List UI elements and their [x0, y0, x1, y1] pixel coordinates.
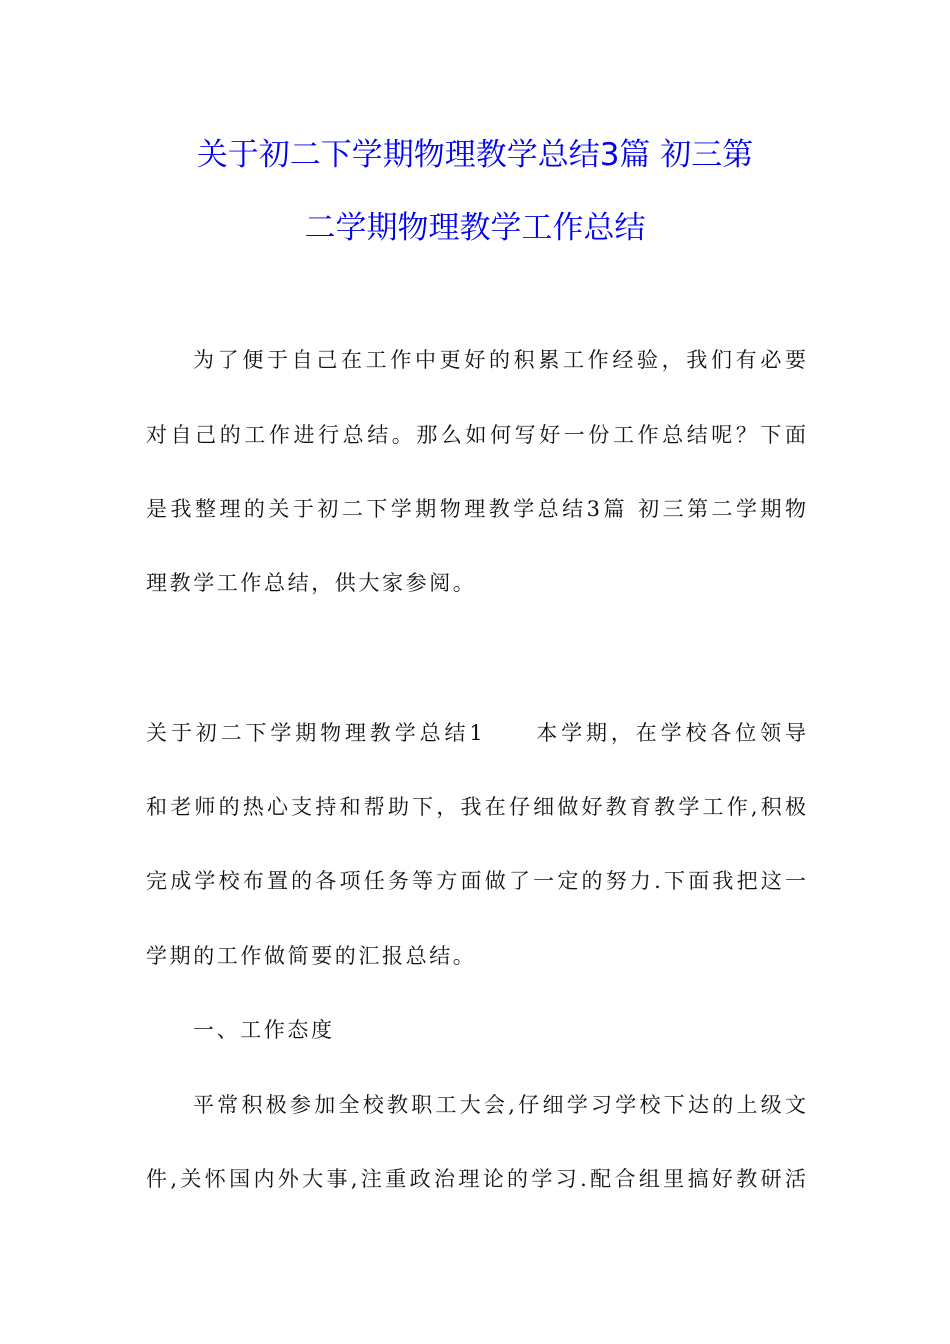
- document-title-line-1: 关于初二下学期物理教学总结3篇 初三第: [196, 137, 754, 173]
- section1-line-3: 完成学校布置的各项任务等方面做了一定的努力.下面我把这一: [146, 869, 806, 893]
- section1-line-2: 和老师的热心支持和帮助下，我在仔细做好教育教学工作,积极: [146, 795, 806, 819]
- paragraph-line-2: 件,关怀国内外大事,注重政治理论的学习.配合组里搞好教研活: [146, 1167, 806, 1191]
- intro-line-3: 是我整理的关于初二下学期物理教学总结3篇 初三第二学期物: [146, 497, 806, 521]
- section1-line-4: 学期的工作做简要的汇报总结。: [146, 944, 477, 968]
- intro-line-1: 为了便于自己在工作中更好的积累工作经验，我们有必要: [193, 348, 806, 372]
- document-title-line-2: 二学期物理教学工作总结: [304, 210, 646, 246]
- intro-line-2: 对自己的工作进行总结。那么如何写好一份工作总结呢？下面: [146, 423, 806, 447]
- heading-work-attitude: 一、工作态度: [193, 1018, 335, 1042]
- intro-line-4: 理教学工作总结，供大家参阅。: [146, 571, 477, 595]
- section1-line-1: 关于初二下学期物理教学总结1 本学期，在学校各位领导: [146, 721, 806, 745]
- paragraph-line-1: 平常积极参加全校教职工大会,仔细学习学校下达的上级文: [193, 1093, 806, 1117]
